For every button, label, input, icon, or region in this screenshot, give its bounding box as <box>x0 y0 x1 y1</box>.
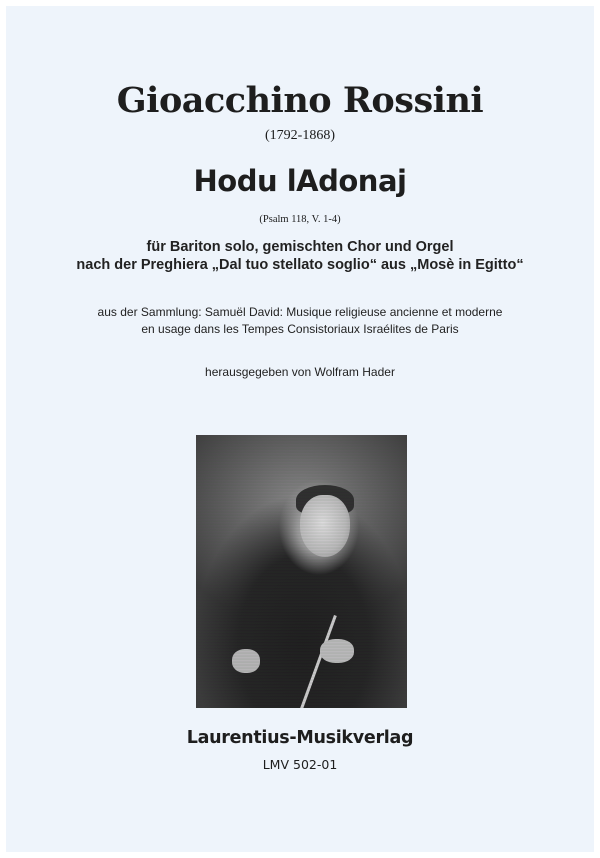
portrait-right-hand <box>320 639 354 663</box>
psalm-reference: (Psalm 118, V. 1-4) <box>259 214 341 225</box>
composer-portrait-image <box>196 435 407 708</box>
collection-line-2: en usage dans les Tempes Consistoriaux Israélites de Paris <box>141 322 459 336</box>
work-title: Hodu lAdonaj <box>193 164 407 198</box>
portrait-hair <box>296 485 354 515</box>
composer-dates: (1792-1868) <box>265 128 335 143</box>
scoring-line-1: für Bariton solo, gemischten Chor und Orgel <box>146 239 454 255</box>
collection-source <box>0 304 600 338</box>
portrait-cane <box>296 615 336 708</box>
collection-line-1: aus der Sammlung: Samuël David: Musique religieuse ancienne et moderne <box>97 305 503 319</box>
composer-name: Gioacchino Rossini <box>116 80 484 121</box>
scoring-description <box>0 238 600 274</box>
portrait-face <box>300 495 350 557</box>
publisher-name: Laurentius-Musikverlag <box>186 728 414 748</box>
scoring-line-2: nach der Preghiera „Dal tuo stellato soglio“ aus „Mosè in Egitto“ <box>76 257 524 273</box>
editor-credit: herausgegeben von Wolfram Hader <box>205 365 395 379</box>
catalog-number: LMV 502-01 <box>262 757 338 772</box>
portrait-left-hand <box>232 649 260 673</box>
